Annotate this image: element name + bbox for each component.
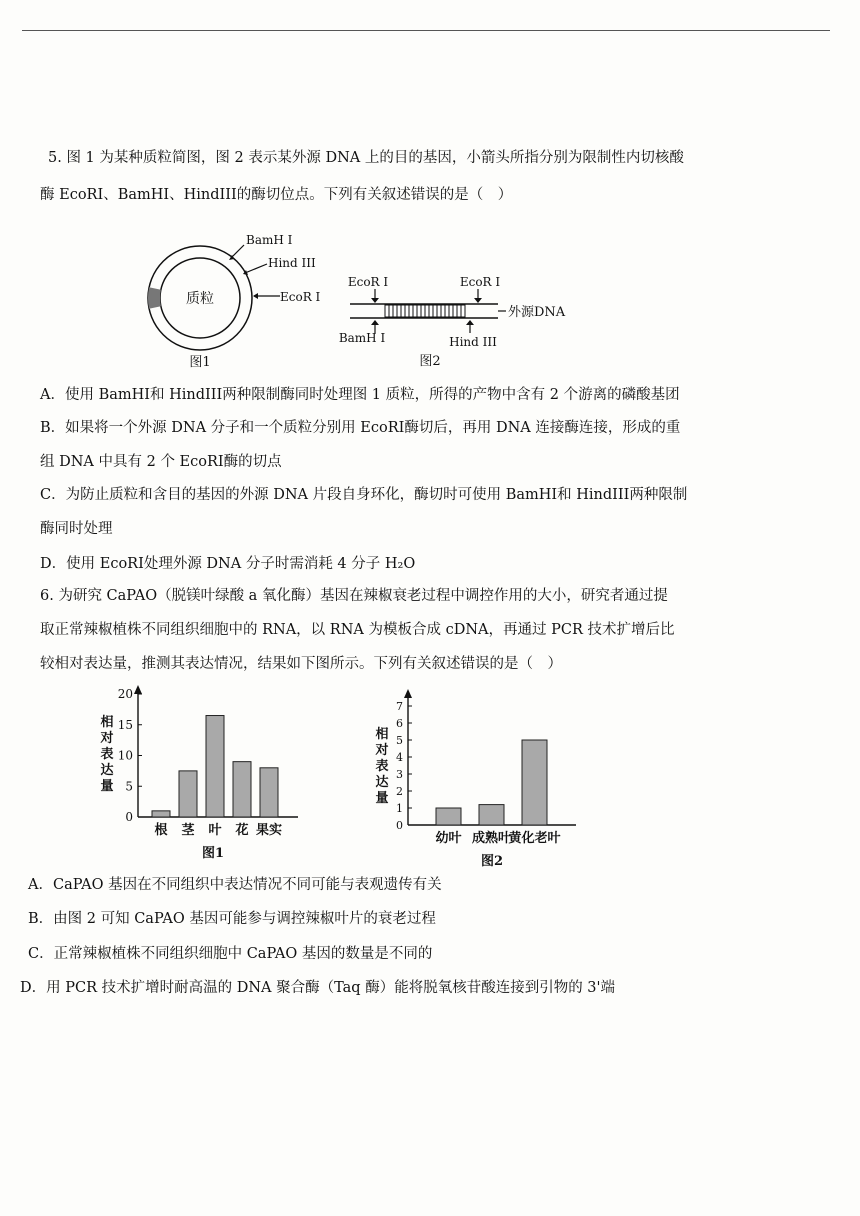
chart1-y-tick-label: 5 <box>125 779 133 794</box>
chart2-bar-1 <box>436 808 461 825</box>
q5-option-a: A．使用 BamHI和 HindIII两种限制酶同时处理图 1 质粒，所得的产物中含有 2 个游离的磷酸基团 <box>40 387 680 403</box>
figure2-caption: 图2 <box>419 354 441 369</box>
chart2-y-axis-label-char: 量 <box>375 791 389 806</box>
figure1-caption: 图1 <box>189 355 211 370</box>
chart1-y-axis-arrow <box>134 685 142 694</box>
q5-figure2-foreign-dna <box>330 270 590 375</box>
q6-option-a: A．CaPAO 基因在不同组织中表达情况不同可能与表观遗传有关 <box>28 877 442 893</box>
q5-option-c-line2: 酶同时处理 <box>40 521 113 537</box>
chart1-y-tick-label: 0 <box>125 810 133 824</box>
q6-chart2 <box>370 682 590 872</box>
chart2-category-label: 黄化老叶 <box>508 831 561 846</box>
q5-option-b-line1: B．如果将一个外源 DNA 分子和一个质粒分别用 EcoRI酶切后，再用 DNA 连接酶连接，形成的重 <box>40 420 681 436</box>
chart2-y-tick-label: 6 <box>396 717 403 730</box>
q6-option-b: B．由图 2 可知 CaPAO 基因可能参与调控辣椒叶片的衰老过程 <box>28 911 436 927</box>
chart1-caption: 图1 <box>201 846 225 861</box>
chart1-category-label: 叶 <box>208 823 222 838</box>
q6-chart1 <box>95 682 315 862</box>
chart1-y-axis-label-char: 相 <box>100 715 114 730</box>
chart1-category-label: 根 <box>154 823 168 838</box>
page-top-rule <box>22 30 830 31</box>
chart2-y-axis-label-char: 表 <box>375 759 389 774</box>
chart1-y-tick-label: 15 <box>117 717 133 732</box>
chart2-category-label: 幼叶 <box>435 831 462 846</box>
q5-stem-line1: 5. 图 1 为某种质粒简图，图 2 表示某外源 DNA 上的目的基因，小箭头所指分别为限制性内切核酸 <box>48 150 684 166</box>
plasmid-ecor-label: EcoR I <box>280 290 321 304</box>
chart1-bar-2 <box>179 771 197 817</box>
dna-bamh-label: BamH I <box>338 331 386 345</box>
q6-stem-line3: 较相对表达量，推测其表达情况，结果如下图所示。下列有关叙述错误的是（ ） <box>40 656 562 672</box>
chart2-y-axis-arrow <box>404 689 412 698</box>
chart1-y-tick-label: 10 <box>117 748 133 763</box>
chart1-y-tick-label: 20 <box>117 687 133 701</box>
chart1-bar-5 <box>260 768 278 817</box>
q6-stem-line1: 6. 为研究 CaPAO（脱镁叶绿酸 a 氧化酶）基因在辣椒衰老过程中调控作用的大小，研究者通过提 <box>40 588 668 604</box>
chart2-y-tick-label: 3 <box>396 768 403 781</box>
chart2-y-axis-label-char: 对 <box>375 743 389 758</box>
chart1-y-axis-label-char: 量 <box>100 779 114 794</box>
chart2-category-label: 成熟叶 <box>471 831 512 846</box>
dna-label: 外源DNA <box>508 305 566 320</box>
q5-stem-line2: 酶 EcoRI、BamHI、HindIII的酶切位点。下列有关叙述错误的是（ ） <box>40 187 513 203</box>
chart2-y-tick-label: 0 <box>396 819 403 832</box>
dna-ecor-left-label: EcoR I <box>347 275 389 289</box>
chart1-category-label: 花 <box>235 823 249 838</box>
chart2-bar-3 <box>522 740 547 825</box>
chart1-category-label: 茎 <box>181 823 195 838</box>
chart2-y-tick-label: 2 <box>396 785 403 798</box>
plasmid-bamh-label: BamH I <box>246 233 293 247</box>
chart2-y-tick-label: 5 <box>396 734 403 747</box>
q6-option-d: D．用 PCR 技术扩增时耐高温的 DNA 聚合酶（Taq 酶）能将脱氧核苷酸连接到引物的 3'端 <box>20 980 616 996</box>
q6-stem-line2: 取正常辣椒植株不同组织细胞中的 RNA，以 RNA 为模板合成 cDNA，再通过 PCR 技术扩增后比 <box>40 622 675 638</box>
chart2-y-axis-label-char: 达 <box>375 775 389 790</box>
chart1-bar-4 <box>233 762 251 817</box>
chart1-category-label: 果实 <box>255 823 283 838</box>
plasmid-hind-label: Hind III <box>268 256 316 270</box>
plasmid-label: 质粒 <box>186 291 214 307</box>
chart1-y-axis-label-char: 对 <box>100 731 114 746</box>
chart2-bar-2 <box>479 805 504 825</box>
dna-hind-label: Hind III <box>449 335 497 349</box>
chart1-y-axis-label-char: 表 <box>100 747 114 762</box>
q5-figure1-plasmid <box>140 225 350 375</box>
chart1-bar-1 <box>152 811 170 817</box>
q6-option-c: C．正常辣椒植株不同组织细胞中 CaPAO 基因的数量是不同的 <box>28 946 433 962</box>
q5-option-d: D．使用 EcoRI处理外源 DNA 分子时需消耗 4 分子 H₂O <box>40 556 416 572</box>
q5-option-c-line1: C．为防止质粒和含目的基因的外源 DNA 片段自身环化，酶切时可使用 BamHI和 HindIII两种限制 <box>40 487 688 503</box>
chart2-y-tick-label: 4 <box>396 751 403 764</box>
q5-option-b-line2: 组 DNA 中具有 2 个 EcoRI酶的切点 <box>40 454 282 470</box>
dna-ecor-right-label: EcoR I <box>459 275 501 289</box>
chart2-y-tick-label: 7 <box>396 700 403 713</box>
chart2-caption: 图2 <box>480 854 504 869</box>
chart2-y-axis-label-char: 相 <box>375 727 389 742</box>
chart2-y-tick-label: 1 <box>396 802 403 815</box>
chart1-bar-3 <box>206 716 224 817</box>
chart1-y-axis-label-char: 达 <box>100 763 114 778</box>
